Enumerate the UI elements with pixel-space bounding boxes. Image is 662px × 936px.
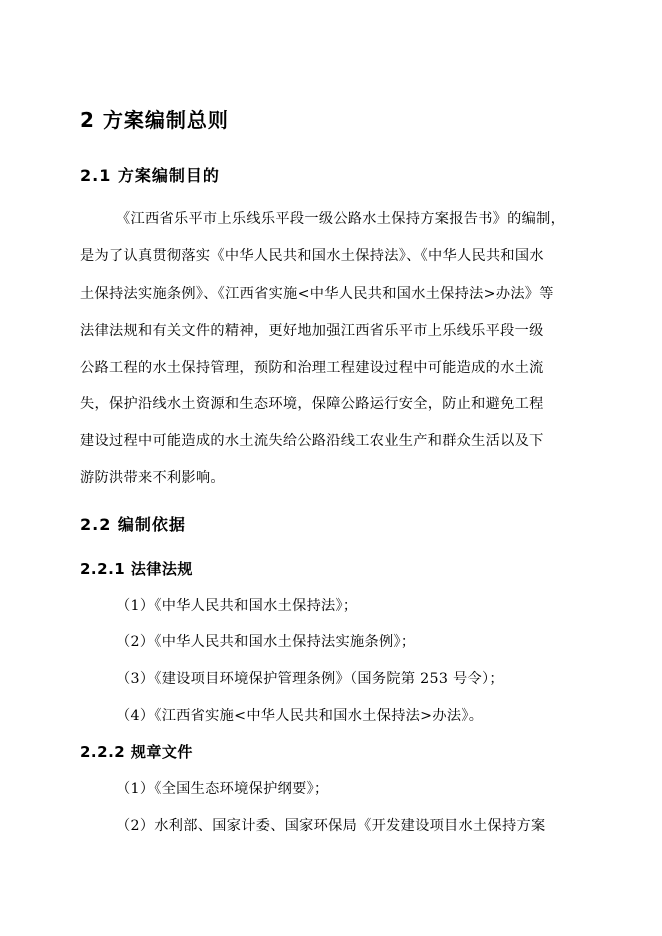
- list-item: （1）《中华人民共和国水土保持法》；: [116, 598, 358, 614]
- paragraph-line: 土保持法实施条例》、《江西省实施<中华人民共和国水土保持法>办法》等: [80, 286, 554, 302]
- list-item: （4）《江西省实施<中华人民共和国水土保持法>办法》。: [116, 708, 484, 724]
- list-item: （1）《全国生态环境保护纲要》；: [116, 781, 329, 797]
- paragraph-line: 法律法规和有关文件的精神，更好地加强江西省乐平市上乐线乐平段一级: [80, 323, 544, 339]
- list-item: （2）《中华人民共和国水土保持法实施条例》；: [116, 634, 416, 650]
- paragraph-line: 《江西省乐平市上乐线乐平段一级公路水土保持方案报告书》的编制，: [116, 211, 566, 227]
- chapter-heading: 2 方案编制总则: [80, 108, 229, 132]
- paragraph-line: 游防洪带来不利影响。: [80, 470, 225, 486]
- paragraph-line: 建设过程中可能造成的水土流失给公路沿线工农业生产和群众生活以及下: [80, 433, 544, 449]
- paragraph-line: 公路工程的水土保持管理，预防和治理工程建设过程中可能造成的水土流: [80, 360, 544, 376]
- list-item: （2）水利部、国家计委、国家环保局《开发建设项目水土保持方案: [116, 818, 546, 834]
- paragraph-line: 失，保护沿线水土资源和生态环境，保障公路运行安全，防止和避免工程: [80, 396, 544, 412]
- list-item: （3）《建设项目环境保护管理条例》（国务院第 253 号令）；: [116, 671, 504, 687]
- paragraph-line: 是为了认真贯彻落实《中华人民共和国水土保持法》、《中华人民共和国水: [80, 248, 544, 264]
- section-heading-2-2-2: 2.2.2 规章文件: [80, 743, 193, 761]
- section-heading-2-2: 2.2 编制依据: [80, 515, 186, 534]
- section-heading-2-1: 2.1 方案编制目的: [80, 166, 220, 185]
- section-heading-2-2-1: 2.2.1 法律法规: [80, 560, 193, 578]
